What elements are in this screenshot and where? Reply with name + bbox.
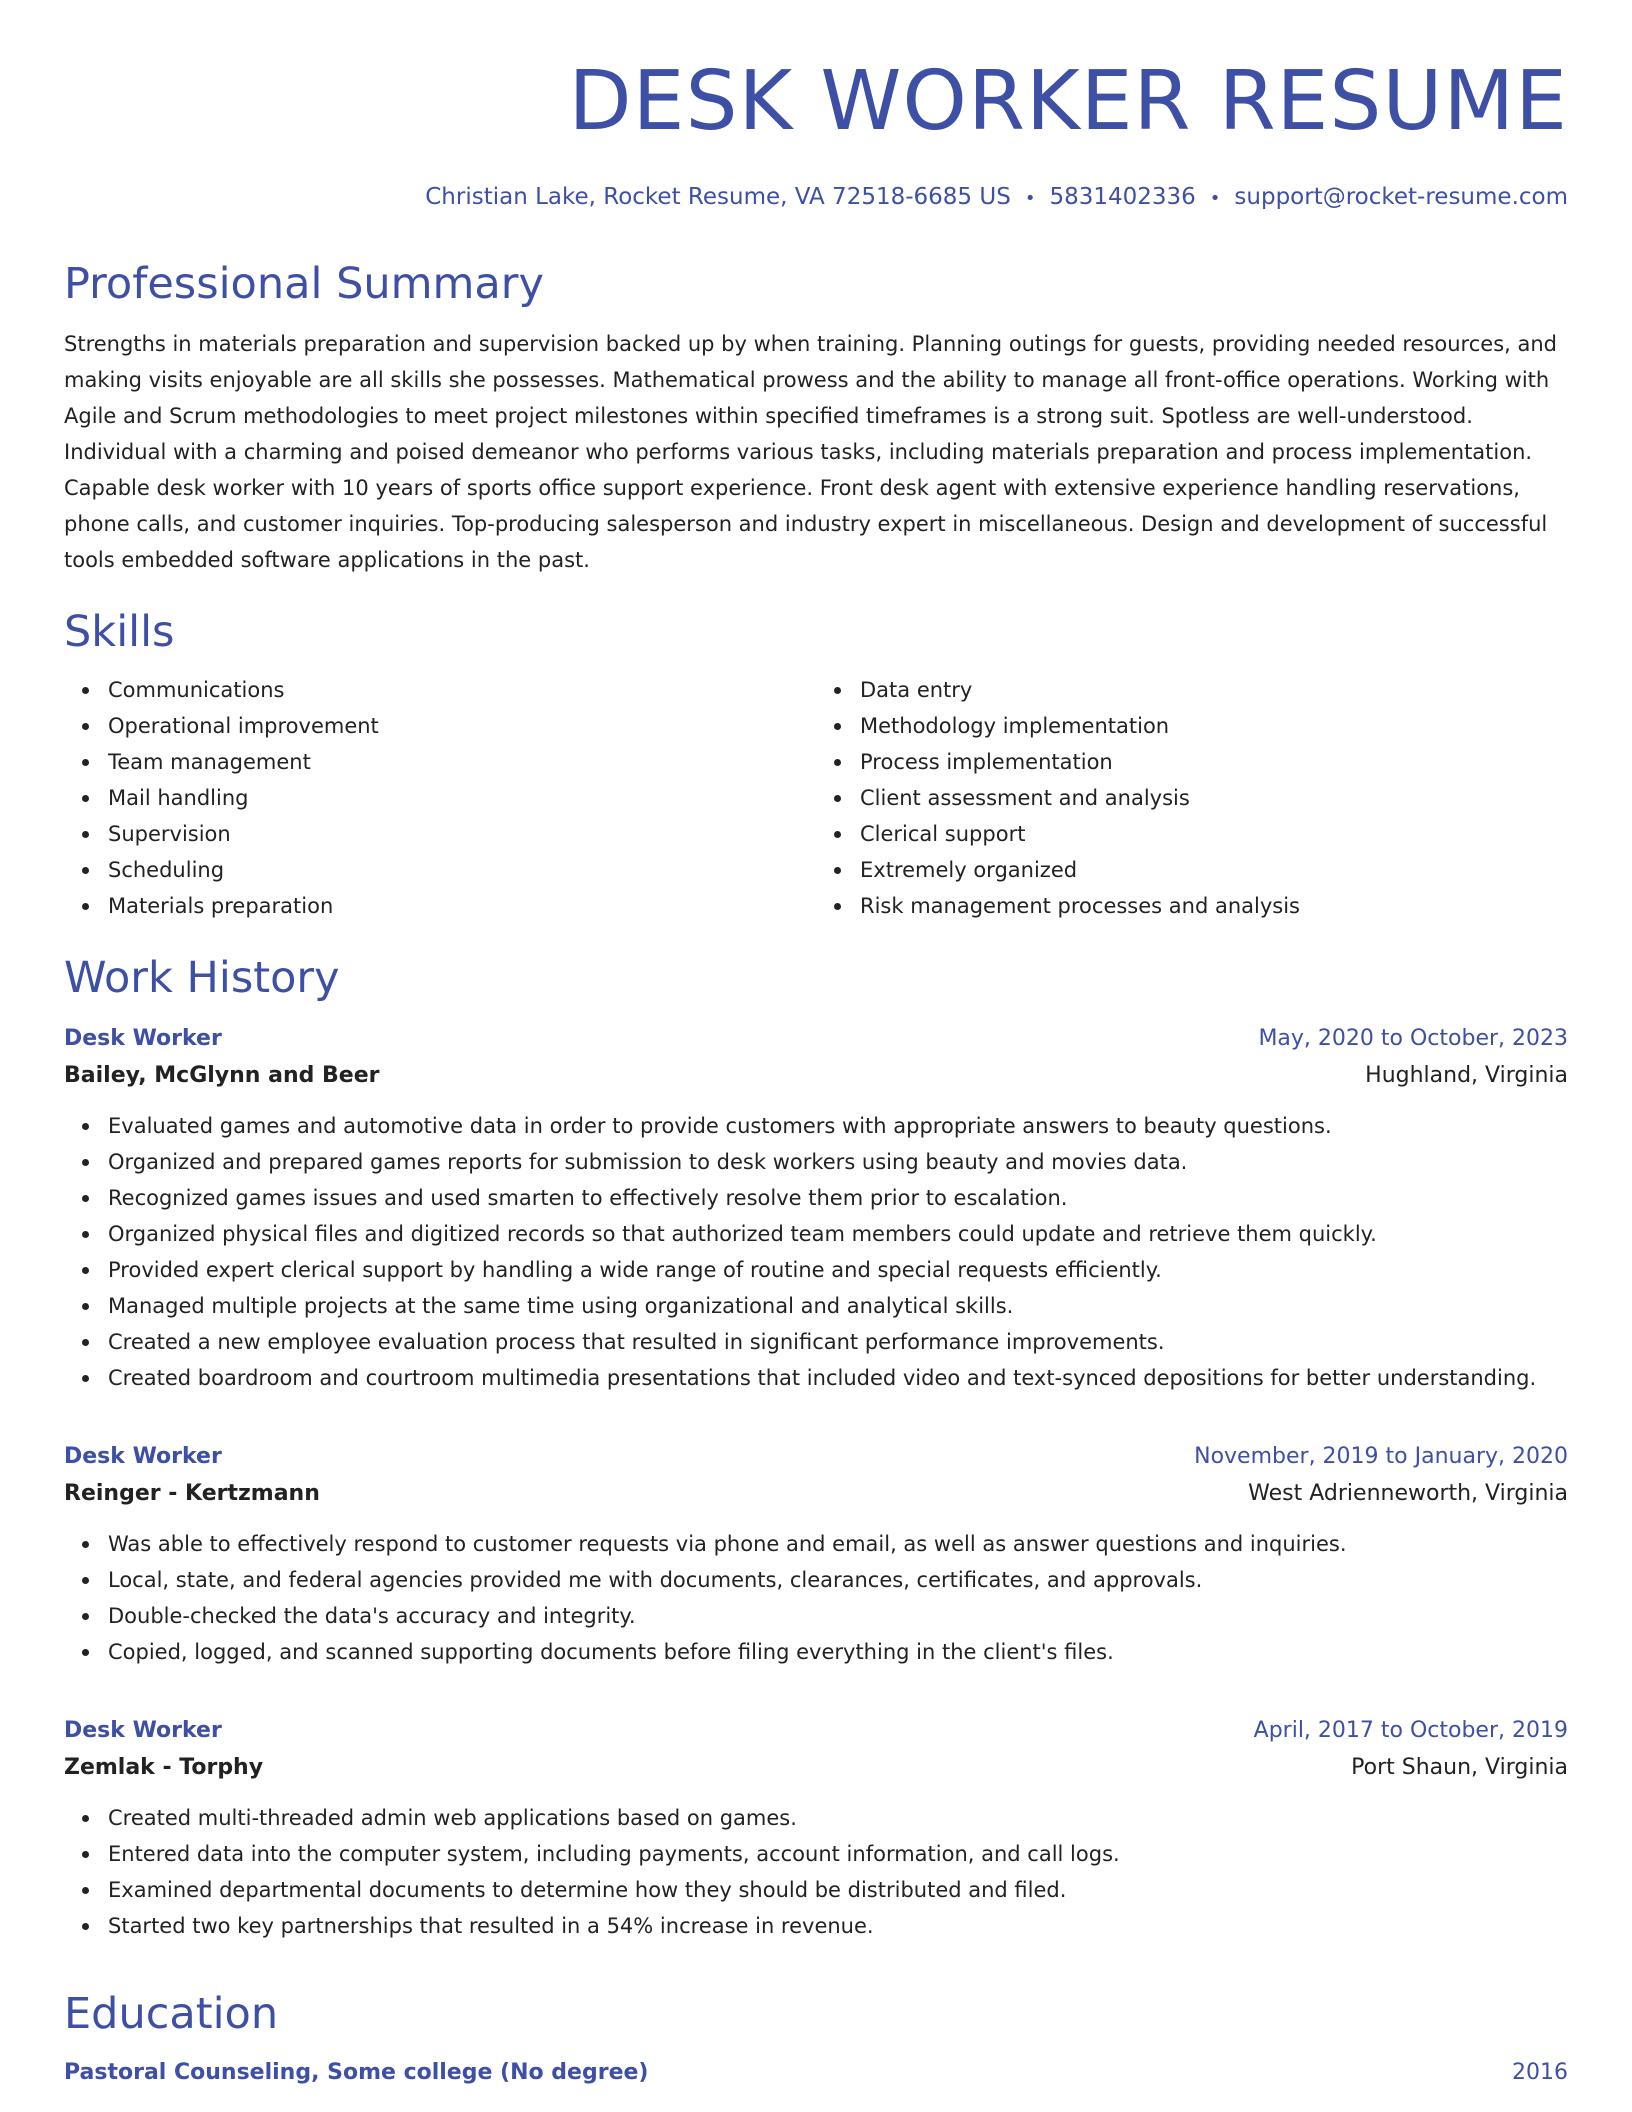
skill-item: Methodology implementation [860, 708, 1568, 744]
job-company-row [64, 1474, 1568, 1514]
job-entry [64, 1714, 1568, 1944]
contact-separator: • [1024, 188, 1036, 209]
job-title: Desk Worker [64, 1026, 222, 1051]
job-bullet: Copied, logged, and scanned supporting documents before filing everything in the client's files. [108, 1634, 1568, 1670]
education-degree: Pastoral Counseling, Some college (No degree) [64, 2060, 649, 2085]
section-heading-education: Education [64, 1989, 279, 2039]
job-dates: April, 2017 to October, 2019 [1253, 1718, 1568, 1743]
skill-item: Data entry [860, 672, 1568, 708]
section-heading-work-history: Work History [64, 953, 340, 1003]
skill-item: Extremely organized [860, 852, 1568, 888]
job-bullet: Created boardroom and courtroom multimedia presentations that included video and text-synced depositions for better understanding. [108, 1360, 1568, 1396]
job-header-row [64, 1022, 1568, 1056]
job-location: West Adrienneworth, Virginia [1248, 1481, 1568, 1506]
job-company: Bailey, McGlynn and Beer [64, 1063, 380, 1088]
job-bullet: Organized and prepared games reports for submission to desk workers using beauty and movies data. [108, 1144, 1568, 1180]
contact-separator: • [1209, 188, 1221, 209]
job-location: Port Shaun, Virginia [1351, 1755, 1568, 1780]
job-entry [64, 1440, 1568, 1670]
job-header-row [64, 1440, 1568, 1474]
skills-list-left [64, 672, 816, 924]
skill-item: Supervision [108, 816, 816, 852]
resume-title: DESK WORKER RESUME [568, 54, 1568, 149]
section-heading-skills: Skills [64, 607, 175, 657]
job-bullet: Entered data into the computer system, including payments, account information, and call logs. [108, 1836, 1568, 1872]
section-heading-summary: Professional Summary [64, 259, 544, 309]
skills-grid [64, 672, 1568, 924]
job-location: Hughland, Virginia [1365, 1063, 1568, 1088]
job-company-row [64, 1748, 1568, 1788]
skill-item: Mail handling [108, 780, 816, 816]
contact-email: support@rocket-resume.com [1234, 184, 1568, 210]
skill-item: Communications [108, 672, 816, 708]
job-company: Reinger - Kertzmann [64, 1481, 320, 1506]
skill-item: Risk management processes and analysis [860, 888, 1568, 924]
contact-line [64, 180, 1568, 216]
job-bullet: Double-checked the data's accuracy and integrity. [108, 1598, 1568, 1634]
job-bullets [64, 1526, 1568, 1670]
skill-item: Client assessment and analysis [860, 780, 1568, 816]
job-bullet: Local, state, and federal agencies provided me with documents, clearances, certificates, and approvals. [108, 1562, 1568, 1598]
job-company: Zemlak - Torphy [64, 1755, 264, 1780]
job-bullets [64, 1108, 1568, 1396]
job-dates: November, 2019 to January, 2020 [1194, 1444, 1568, 1469]
education-year: 2016 [1512, 2060, 1568, 2085]
job-bullet: Was able to effectively respond to customer requests via phone and email, as well as answer questions and inquiries. [108, 1526, 1568, 1562]
job-entry [64, 1022, 1568, 1396]
education-entry [64, 2056, 1568, 2090]
job-bullet: Evaluated games and automotive data in order to provide customers with appropriate answers to beauty questions. [108, 1108, 1568, 1144]
skill-item: Operational improvement [108, 708, 816, 744]
skills-list-right [816, 672, 1568, 924]
job-bullet: Recognized games issues and used smarten to effectively resolve them prior to escalation. [108, 1180, 1568, 1216]
job-bullet: Created a new employee evaluation process that resulted in significant performance improvements. [108, 1324, 1568, 1360]
job-header-row [64, 1714, 1568, 1748]
job-title: Desk Worker [64, 1718, 222, 1743]
job-bullet: Started two key partnerships that resulted in a 54% increase in revenue. [108, 1908, 1568, 1944]
skill-item: Process implementation [860, 744, 1568, 780]
skill-item: Materials preparation [108, 888, 816, 924]
contact-phone: 5831402336 [1049, 184, 1196, 210]
summary-text: Strengths in materials preparation and supervision backed up by when training. Planning outings for guests, providing needed resources, and making visits enjoyable are all skills she possesses. Mathematical prowess and the ability to manage all front-office operations. Working with Agile and Scrum methodologies to meet project milestones within specified timeframes is a strong suit. Spotless are well-understood. Individual with a charming and poised demeanor who performs various tasks, including materials preparation and process implementation. Capable desk worker with 10 years of sports office support experience. Front desk agent with extensive experience handling reservations, phone calls, and customer inquiries. Top-producing salesperson and industry expert in miscellaneous. Design and development of successful tools embedded software applications in the past. [64, 332, 1557, 572]
job-bullet: Created multi-threaded admin web applications based on games. [108, 1800, 1568, 1836]
job-bullet: Examined departmental documents to determine how they should be distributed and filed. [108, 1872, 1568, 1908]
job-bullets [64, 1800, 1568, 1944]
job-bullet: Managed multiple projects at the same time using organizational and analytical skills. [108, 1288, 1568, 1324]
job-bullet: Provided expert clerical support by handling a wide range of routine and special requests efficiently. [108, 1252, 1568, 1288]
skill-item: Team management [108, 744, 816, 780]
skill-item: Clerical support [860, 816, 1568, 852]
job-title: Desk Worker [64, 1444, 222, 1469]
job-bullet: Organized physical files and digitized records so that authorized team members could update and retrieve them quickly. [108, 1216, 1568, 1252]
contact-address: Christian Lake, Rocket Resume, VA 72518-6685 US [425, 184, 1011, 210]
skill-item: Scheduling [108, 852, 816, 888]
job-dates: May, 2020 to October, 2023 [1258, 1026, 1568, 1051]
job-company-row [64, 1056, 1568, 1096]
